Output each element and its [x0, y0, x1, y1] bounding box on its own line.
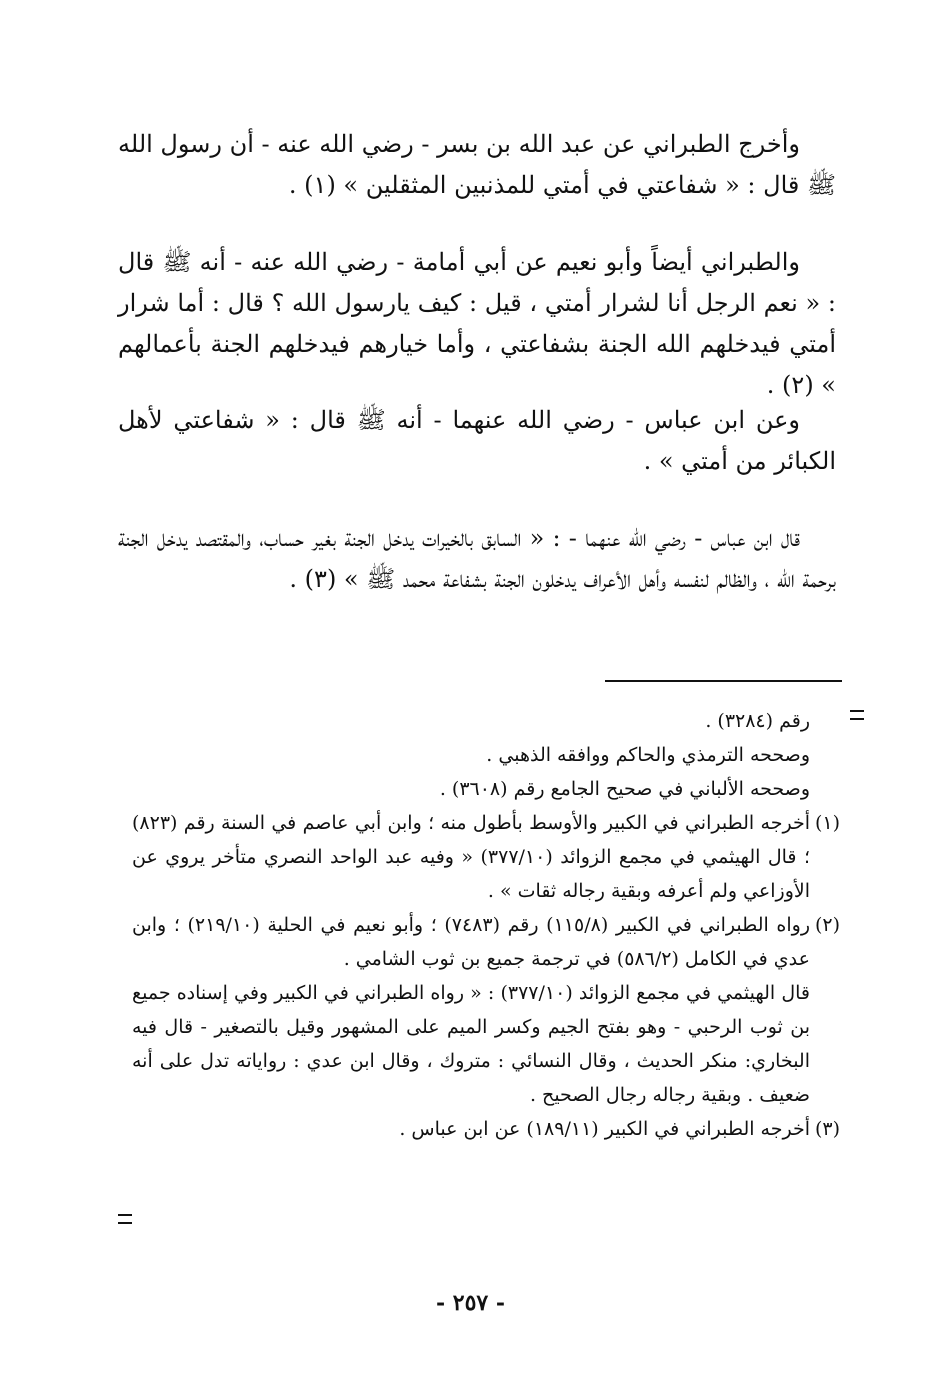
footnote-number: (١)	[814, 812, 840, 834]
footnote-number: (٢)	[814, 914, 840, 936]
footnote-3	[132, 1112, 840, 1146]
footnote-text: قال الهيثمي في مجمع الزوائد (٣٧٧/١٠) : « رواه الطبراني في الكبير وفي إسناده جميع بن ثوب الرحبي - وهو بفتح الجيم وكسر الميم على المشهور وقيل بالتصغير - قال فيه البخاري: منكر الحديث ، وقال النسائي : متروك ، وقال ابن عدي : رواياته تدل على أنه ضعيف . وبقية رجاله رجال الصحيح .	[132, 982, 811, 1106]
page-number: - ٢٥٧ -	[435, 1290, 506, 1316]
footnote-number: (٣)	[814, 1118, 840, 1140]
footnote-2	[132, 908, 840, 1112]
footnote-1	[132, 806, 840, 908]
footnote-continuation-line: وصححه الترمذي والحاكم ووافقه الذهبي .	[486, 744, 810, 766]
paragraph-4: قال ابن عباس - رضي الله عنهما - : « السابق بالخيرات يدخل الجنة بغير حساب، والمقتصد يدخل الجنة برحمة الله ، والظالم لنفسه وأهل الأعراف يدخلون الجنة بشفاعة محمد ﷺ » (٣) .	[118, 524, 836, 593]
footnote-text: أخرجه الطبراني في الكبير والأوسط بأطول منه ؛ وابن أبي عاصم في السنة رقم (٨٢٣) ؛ قال الهيثمي في مجمع الزوائد (٣٧٧/١٠) « وفيه عبد الواحد النصري متأخر يروي عن الأوزاعي ولم أعرفه وبقية رجاله ثقات » .	[132, 812, 810, 902]
footnote-continuation-line: وصححه الألباني في صحيح الجامع رقم (٣٦٠٨) .	[439, 778, 810, 800]
margin-mark	[118, 1214, 132, 1224]
paragraph-2: والطبراني أيضاً وأبو نعيم عن أبي أمامة - رضي الله عنه - أنه ﷺ قال : « نعم الرجل أنا لشرار أمتي ، قيل : كيف يارسول الله ؟ قال : أما شرار أمتي فيدخلهم الله الجنة بشفاعتي ، وأما خيارهم فيدخلهم الجنة بأعمالهم » (٢) .	[118, 248, 836, 399]
footnote-continuation-line: رقم (٣٢٨٤) .	[705, 710, 810, 732]
footnote-text: أخرجه الطبراني في الكبير (١٨٩/١١) عن ابن عباس .	[399, 1118, 810, 1140]
paragraph-1: وأخرج الطبراني عن عبد الله بن بسر - رضي الله عنه - أن رسول الله ﷺ قال : « شفاعتي في أمتي للمذنبين المثقلين » (١) .	[118, 130, 836, 199]
footnotes	[132, 704, 840, 1146]
footnote-separator	[605, 680, 842, 682]
footnote-text: رواه الطبراني في الكبير (١١٥/٨) رقم (٧٤٨٣) ؛ وأبو نعيم في الحلية (٢١٩/١٠) ؛ وابن عدي في الكامل (٥٨٦/٢) في ترجمة جميع بن ثوب الشامي .	[132, 914, 810, 970]
paragraph-3: وعن ابن عباس - رضي الله عنهما - أنه ﷺ قال : « شفاعتي لأهل الكبائر من أمتي » .	[118, 406, 836, 475]
margin-mark	[850, 710, 864, 720]
